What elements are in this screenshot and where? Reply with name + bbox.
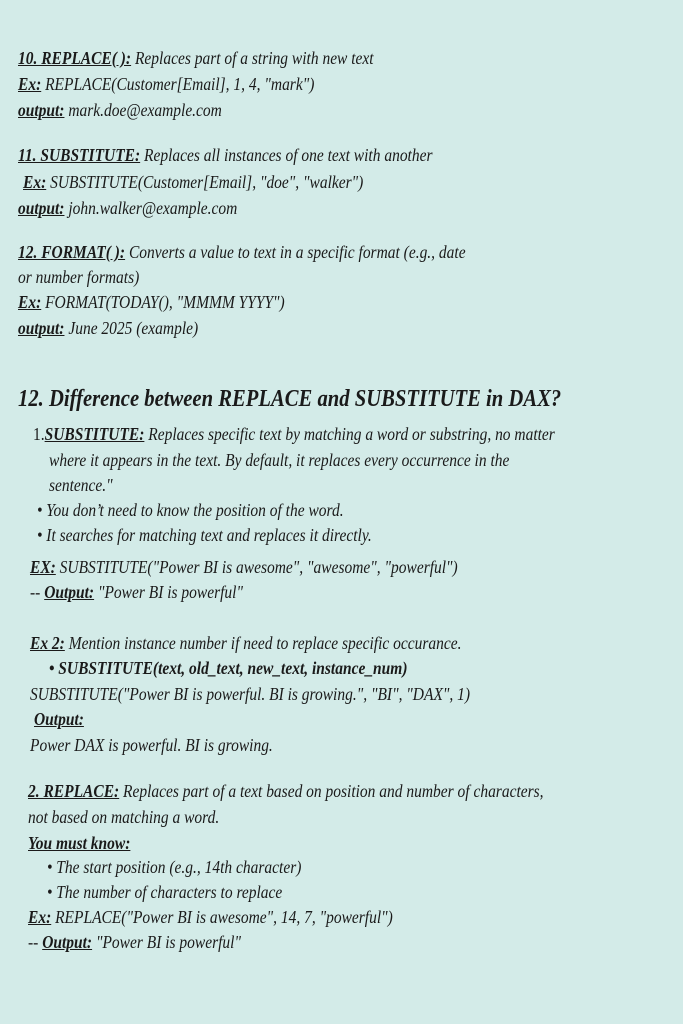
text: It searches for matching text and replaces it directly. xyxy=(46,525,372,545)
replace-output xyxy=(28,932,241,952)
substitute-def xyxy=(33,424,555,444)
label: Ex: xyxy=(18,292,42,312)
text: The number of characters to replace xyxy=(56,882,283,902)
substitute-output-2-label xyxy=(34,709,84,729)
number: 1. xyxy=(33,424,45,444)
text: Replaces all instances of one text with another xyxy=(140,145,433,165)
label: output: xyxy=(18,100,65,120)
label: output: xyxy=(18,318,65,338)
bullet-item xyxy=(37,500,344,520)
substitute-def-3: sentence." xyxy=(49,475,113,495)
text: Converts a value to text in a specific format (e.g., date xyxy=(125,242,466,262)
bullet-icon: • xyxy=(47,857,53,877)
bullet-icon: • xyxy=(47,882,53,902)
label: output: xyxy=(18,198,65,218)
code: SUBSTITUTE("Power BI is awesome", "awesome", "powerful") xyxy=(55,557,458,577)
bullet-icon: • xyxy=(37,525,43,545)
section-heading: 12. Difference between REPLACE and SUBSTITUTE in DAX? xyxy=(18,386,562,412)
sec12-title-cont: or number formats) xyxy=(18,267,140,287)
label: Output: xyxy=(42,932,93,952)
bullet-icon: • xyxy=(37,500,43,520)
replace-def-2: not based on matching a word. xyxy=(28,807,220,827)
replace-know xyxy=(28,833,130,853)
text: Replaces part of a string with new text xyxy=(131,48,374,68)
label: 11. SUBSTITUTE: xyxy=(18,145,141,165)
sec10-output xyxy=(18,100,222,120)
label: Ex: xyxy=(28,907,52,927)
substitute-syntax xyxy=(49,658,407,678)
sec11-output xyxy=(18,198,237,218)
code: FORMAT(TODAY(), "MMMM YYYY") xyxy=(41,292,285,312)
bullet-item xyxy=(47,882,282,902)
sec10-example xyxy=(18,74,314,94)
label: 10. REPLACE( ): xyxy=(18,48,132,68)
prefix: -- xyxy=(28,932,43,952)
label: Output: xyxy=(34,709,84,729)
sec12-title xyxy=(18,242,466,262)
substitute-output-2: Power DAX is powerful. BI is growing. xyxy=(30,735,273,755)
text: You don’t need to know the position of the word. xyxy=(46,500,344,520)
text: Replaces specific text by matching a word or substring, no matter xyxy=(144,424,555,444)
substitute-example xyxy=(30,557,458,577)
substitute-example-2 xyxy=(30,633,461,653)
text: mark.doe@example.com xyxy=(64,100,222,120)
text: "Power BI is powerful" xyxy=(92,932,241,952)
text: Mention instance number if need to replace specific occurance. xyxy=(64,633,462,653)
substitute-output xyxy=(30,582,243,602)
bullet-item xyxy=(47,857,301,877)
sec11-title xyxy=(18,145,432,165)
sec12-output xyxy=(18,318,198,338)
label: You must know: xyxy=(28,833,131,853)
code: SUBSTITUTE(Customer[Email], "doe", "walker") xyxy=(46,172,364,192)
label: Ex: xyxy=(23,172,47,192)
label: Ex: xyxy=(18,74,42,94)
sec11-example xyxy=(23,172,363,192)
label: Ex 2: xyxy=(30,633,65,653)
sec12-example xyxy=(18,292,285,312)
label: Output: xyxy=(44,582,95,602)
label: EX: xyxy=(30,557,56,577)
text: SUBSTITUTE(text, old_text, new_text, instance_num) xyxy=(58,658,408,678)
replace-def xyxy=(28,781,544,801)
sec10-title xyxy=(18,48,374,68)
label: 2. REPLACE: xyxy=(28,781,120,801)
label: SUBSTITUTE: xyxy=(44,424,145,444)
text: john.walker@example.com xyxy=(64,198,238,218)
substitute-example-2-code: SUBSTITUTE("Power BI is powerful. BI is growing.", "BI", "DAX", 1) xyxy=(30,684,471,704)
substitute-def-2: where it appears in the text. By default, it replaces every occurrence in the xyxy=(49,450,510,470)
text: "Power BI is powerful" xyxy=(94,582,243,602)
text: The start position (e.g., 14th character) xyxy=(56,857,302,877)
replace-example xyxy=(28,907,393,927)
text: June 2025 (example) xyxy=(64,318,199,338)
code: REPLACE("Power BI is awesome", 14, 7, "powerful") xyxy=(51,907,393,927)
label: 12. FORMAT( ): xyxy=(18,242,126,262)
code: REPLACE(Customer[Email], 1, 4, "mark") xyxy=(41,74,315,94)
bullet-item xyxy=(37,525,372,545)
text: Replaces part of a text based on position and number of characters, xyxy=(119,781,544,801)
bullet-icon: • xyxy=(49,658,55,678)
prefix: -- xyxy=(30,582,45,602)
